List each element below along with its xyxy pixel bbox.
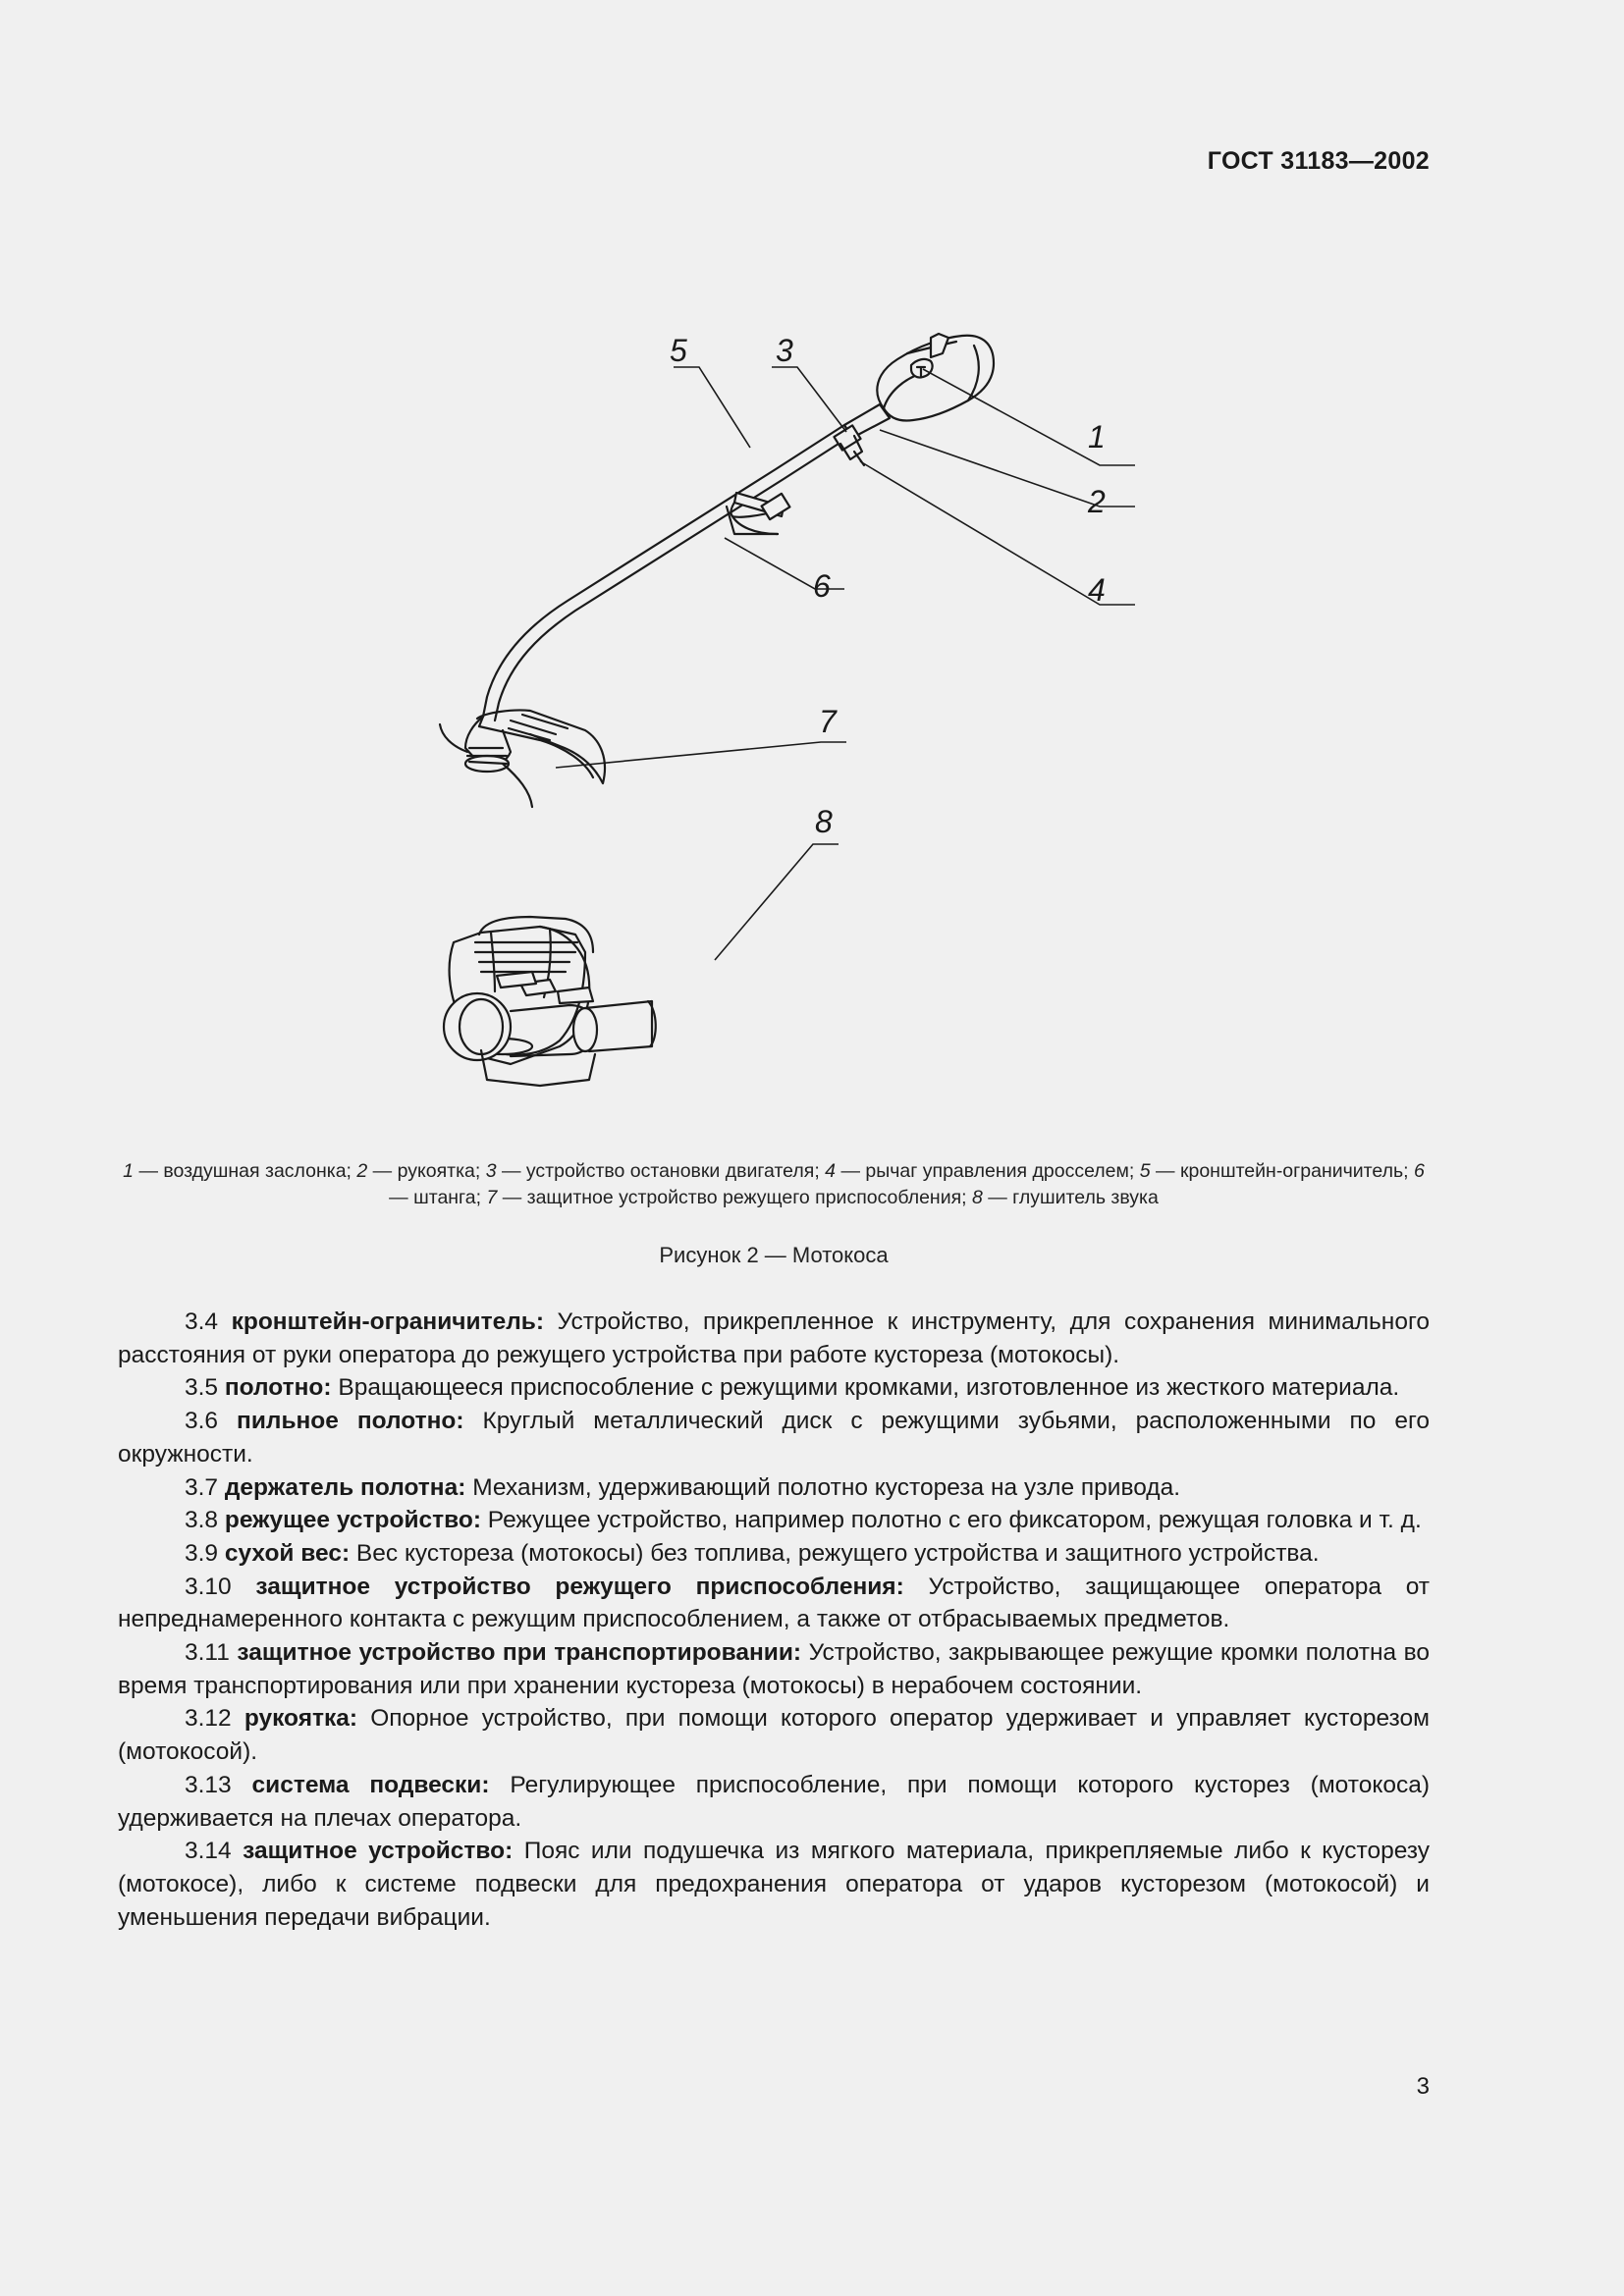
definition-number: 3.11 [185,1639,230,1667]
definition-paragraph [118,1471,1430,1505]
definition-number: 3.5 [185,1374,219,1402]
legend-text: — глушитель звука [982,1187,1159,1208]
definition-paragraph [118,1537,1430,1571]
document-code-header: ГОСТ 31183—2002 [1207,147,1430,175]
legend-text: — воздушная заслонка; [134,1160,357,1182]
legend-text: — устройство остановки двигателя; [496,1160,826,1182]
definition-paragraph [118,1306,1430,1371]
definition-number: 3.12 [185,1705,232,1733]
callout-2: 2 [1088,484,1106,519]
figure-caption: Рисунок 2 — Мотокоса [659,1243,889,1267]
definition-term: режущее устройство: [224,1507,481,1534]
legend-text: — штанга; [389,1187,487,1208]
legend-text: — рукоятка; [367,1160,486,1182]
definition-text: Устройство, защищающее оператора от непреднамеренного контакта с режущим приспособлением, а также от отбрасываемых предметов. [118,1573,1430,1633]
definition-term: защитное устройство режущего приспособления: [255,1573,904,1600]
definition-text: Вес кустореза (мотокосы) без топлива, режущего устройства и защитного устройства. [350,1539,1320,1567]
figure-legend [118,1158,1430,1211]
definition-term: полотно: [224,1374,332,1402]
definition-term: защитное устройство при транспортировании: [237,1639,802,1667]
definition-number: 3.8 [185,1507,219,1534]
definition-text: Устройство, закрывающее режущие кромки полотна во время транспортирования или при хранении кустореза (мотокосы) в нерабочем состоянии. [118,1639,1430,1699]
definition-number: 3.6 [185,1408,219,1435]
callout-4: 4 [1088,572,1106,608]
definition-text: Опорное устройство, при помощи которого оператор удерживает и управляет кусторезом (мотокосой). [118,1705,1430,1766]
definition-text: Регулирующее приспособление, при помощи которого кусторез (мотокоса) удерживается на плечах оператора. [118,1771,1430,1832]
definition-paragraph [118,1371,1430,1405]
definition-paragraph [118,1636,1430,1702]
callout-1: 1 [1088,419,1106,454]
callout-7: 7 [819,704,837,739]
definitions-section [118,1306,1430,1934]
callout-6: 6 [813,568,831,604]
legend-num: 8 [971,1187,983,1208]
legend-text: — защитное устройство режущего приспособления; [497,1187,972,1208]
definition-text: Пояс или подушечка из мягкого материала, прикрепляемые либо к кусторезу (мотокосе), либо к системе подвески для предохранения оператора от ударов кусторезом (мотокосой) и уменьшения передачи вибрации. [118,1838,1431,1931]
definition-text: Устройство, прикрепленное к инструменту, для сохранения минимального расстояния от руки оператора до режущего устройства при работе кустореза (мотокосы). [118,1308,1430,1368]
definition-term: кронштейн-ограничитель: [231,1308,544,1335]
legend-num: 1 [123,1160,135,1182]
definition-paragraph [118,1702,1430,1768]
definition-paragraph [118,1835,1430,1934]
legend-num: 4 [825,1160,837,1182]
definition-term: защитное устройство: [243,1838,514,1865]
definition-number: 3.14 [185,1838,232,1865]
legend-num: 2 [356,1160,368,1182]
definition-term: держатель полотна: [224,1473,466,1501]
definition-term: рукоятка: [244,1705,358,1733]
definition-term: сухой вес: [224,1539,351,1567]
definition-number: 3.10 [185,1573,232,1600]
definition-paragraph [118,1571,1430,1636]
legend-num: 5 [1139,1160,1151,1182]
brush-cutter-figure [393,324,1106,1139]
definition-number: 3.9 [185,1539,219,1567]
page-number: 3 [1416,2073,1430,2100]
definition-paragraph [118,1504,1430,1537]
definition-term: пильное полотно: [237,1408,464,1435]
callout-3: 3 [776,333,793,368]
definition-text: Режущее устройство, например полотно с его фиксатором, режущая головка и т. д. [481,1507,1422,1534]
definition-text: Вращающееся приспособление с режущими кромками, изготовленное из жесткого материала. [331,1374,1400,1402]
definition-paragraph [118,1405,1430,1470]
definition-number: 3.7 [185,1473,219,1501]
callout-8: 8 [815,804,833,839]
callout-5: 5 [670,333,687,368]
legend-num: 7 [486,1187,498,1208]
legend-num: 6 [1413,1160,1425,1182]
definition-text: Круглый металлический диск с режущими зубьями, расположенными по его окружности. [118,1408,1430,1468]
definition-term: система подвески: [251,1771,490,1798]
definition-number: 3.13 [185,1771,232,1798]
brush-cutter-drawing [393,324,1106,1139]
legend-text: — рычаг управления дросселем; [836,1160,1140,1182]
definition-text: Механизм, удерживающий полотно кустореза на узле привода. [465,1473,1181,1501]
legend-num: 3 [485,1160,497,1182]
legend-text: — кронштейн-ограничитель; [1150,1160,1414,1182]
definition-paragraph [118,1769,1430,1835]
definition-number: 3.4 [185,1308,219,1335]
